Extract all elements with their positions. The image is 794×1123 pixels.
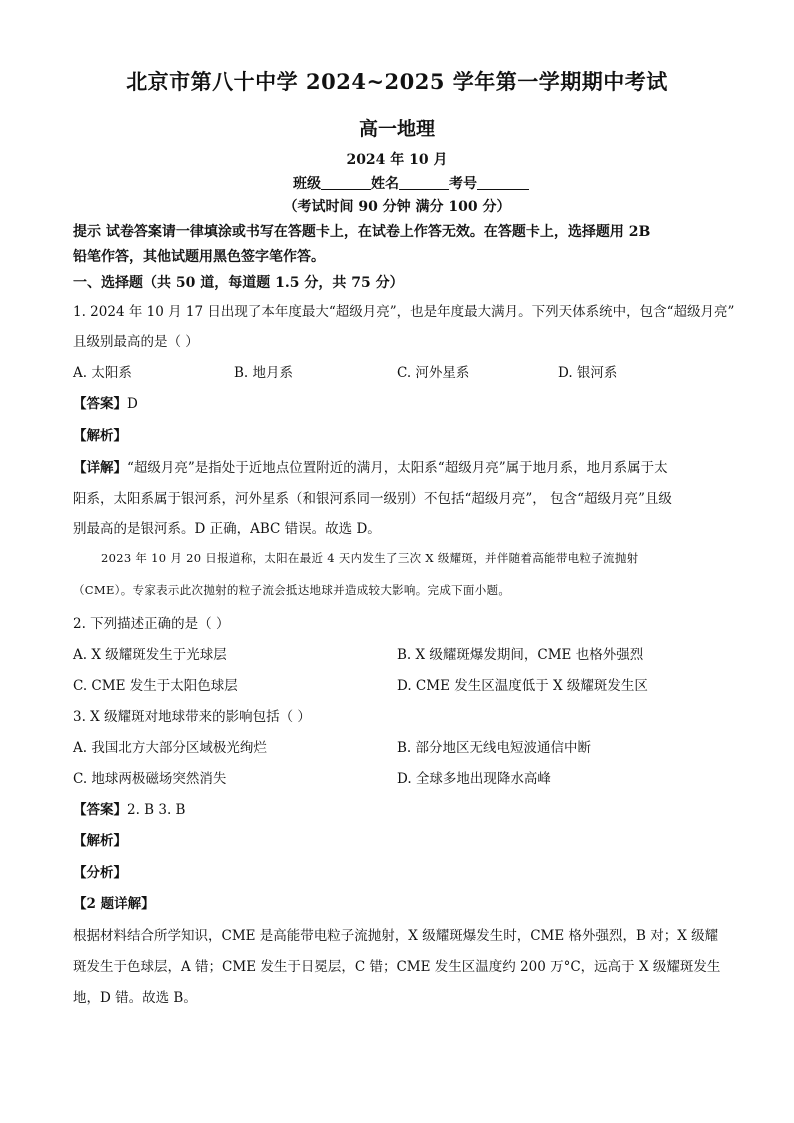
- q1-option-a: A. 太阳系: [73, 365, 132, 381]
- student-info-line: [293, 173, 529, 193]
- notice-label: 提示: [73, 224, 101, 240]
- q1-answer: [73, 392, 138, 412]
- q1-option-d: D. 银河系: [558, 365, 618, 381]
- q1-stem-line-1: 1. 2024 年 10 月 17 日出现了本年度最大“超级月亮”，也是年度最大满月。下列天体系统中，包含“超级月亮”: [73, 304, 735, 320]
- q2-detail-line-2: 斑发生于色球层，A 错；CME 发生于日冕层，C 错；CME 发生区温度约 200 万°C，远高于 X 级耀斑发生: [73, 959, 721, 975]
- material-line-2: （CME）。专家表示此次抛射的粒子流会抵达地球并造成较大影响。完成下面小题。: [73, 583, 511, 597]
- q2-option-c: C. CME 发生于太阳色球层: [73, 678, 238, 694]
- q3-option-a: A. 我国北方大部分区域极光绚烂: [73, 740, 267, 756]
- detail-label: 【详解】: [73, 460, 127, 476]
- q2-option-a: A. X 级耀斑发生于光球层: [73, 647, 227, 663]
- q1-analysis-label: 【解析】: [73, 428, 127, 444]
- exam-date: 2024 年 10 月: [346, 152, 448, 168]
- q1-stem-line-2: 且级别最高的是（ ）: [73, 334, 199, 350]
- exam-time-score: （考试时间 90 分钟 满分 100 分）: [283, 199, 511, 215]
- answer-label: 【答案】: [73, 802, 127, 818]
- exam-title: 北京市第八十中学 2024~2025 学年第一学期期中考试: [126, 69, 668, 94]
- q1-option-b: B. 地月系: [234, 365, 294, 381]
- q23-analysis-label: 【解析】: [73, 833, 127, 849]
- answer-label: 【答案】: [73, 396, 127, 412]
- q2-detail-line-3: 地，D 错。故选 B。: [73, 990, 197, 1006]
- id-label: 考号: [449, 176, 477, 192]
- q2-stem: 2. 下列描述正确的是（ ）: [73, 616, 230, 632]
- name-label: 姓名: [371, 176, 399, 192]
- q3-stem: 3. X 级耀斑对地球带来的影响包括（ ）: [73, 709, 311, 725]
- q3-option-b: B. 部分地区无线电短波通信中断: [397, 740, 592, 756]
- q3-option-c: C. 地球两极磁场突然消失: [73, 771, 227, 787]
- q2-option-d: D. CME 发生区温度低于 X 级耀斑发生区: [397, 678, 648, 694]
- material-line-1: 2023 年 10 月 20 日报道称，太阳在最近 4 天内发生了三次 X 级耀斑，并伴随着高能带电粒子流抛射: [101, 551, 639, 565]
- class-label: 班级: [293, 176, 321, 192]
- class-blank: [321, 175, 371, 190]
- q2-option-b: B. X 级耀斑爆发期间，CME 也格外强烈: [397, 647, 644, 663]
- name-blank: [399, 175, 449, 190]
- q2-detail-line-1: 根据材料结合所学知识，CME 是高能带电粒子流抛射，X 级耀斑爆发生时，CME 格外强烈，B 对；X 级耀: [73, 928, 719, 944]
- answer-value: D: [127, 396, 138, 412]
- notice-line-2: 铅笔作答，其他试题用黑色签字笔作答。: [73, 249, 325, 265]
- q1-option-c: C. 河外星系: [397, 365, 470, 381]
- q1-detail-line-3: 别最高的是银河系。D 正确，ABC 错误。故选 D。: [73, 521, 381, 537]
- q1-detail-line-2: 阳系，太阳系属于银河系，河外星系（和银河系同一级别）不包括“超级月亮”， 包含“超级月亮”且级: [73, 491, 672, 507]
- q23-fenxi-label: 【分析】: [73, 865, 127, 881]
- subject-title: 高一地理: [358, 118, 435, 140]
- q1-detail-line-1: 【详解】“超级月亮”是指处于近地点位置附近的满月，太阳系“超级月亮”属于地月系，地月系属于太: [73, 460, 668, 476]
- answer-value: 2. B 3. B: [127, 802, 186, 818]
- id-blank: [477, 175, 529, 190]
- notice-line-1: 提示 试卷答案请一律填涂或书写在答题卡上，在试卷上作答无效。在答题卡上，选择题用 2B: [73, 224, 651, 240]
- q2-detail-label: 【2 题详解】: [73, 896, 155, 912]
- section-heading: 一、选择题（共 50 道，每道题 1.5 分，共 75 分）: [73, 275, 404, 291]
- q3-option-d: D. 全球多地出现降水高峰: [397, 771, 551, 787]
- q23-answer: [73, 798, 185, 818]
